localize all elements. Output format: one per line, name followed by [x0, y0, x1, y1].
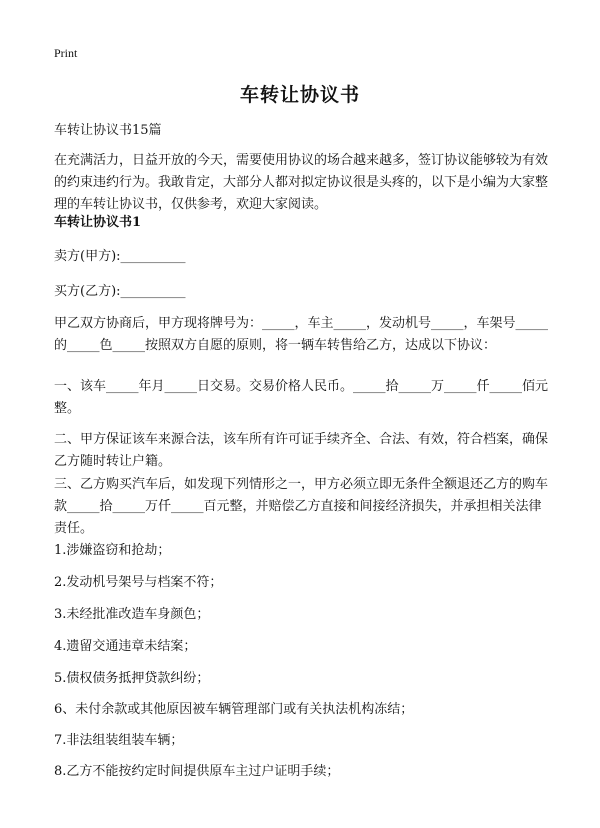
list-item: 6、未付余款或其他原因被车辆管理部门或有关执法机构冻结；: [54, 702, 414, 717]
list-item: 2.发动机号架号与档案不符；: [54, 575, 223, 590]
print-label[interactable]: Print: [54, 46, 78, 60]
buyer-line: 买方(乙方):__________: [54, 284, 186, 299]
list-item: 3.未经批准改造车身颜色；: [54, 607, 210, 622]
clause-1: 一、该车_____年月_____日交易。交易价格人民币。_____拾_____万_____仟_____佰元整。: [54, 379, 549, 416]
document-title: 车转让协议书: [239, 84, 360, 106]
list-item: 7.非法组装组装车辆；: [54, 733, 184, 748]
clause-2: 二、甲方保证该车来源合法，该车所有许可证手续齐全、合法、有效，符合档案，确保乙方随时转让户籍。: [54, 432, 549, 469]
list-item: 1.涉嫌盗窃和抢劫；: [54, 543, 171, 558]
intro-paragraph: 在充满活力，日益开放的今天，需要使用协议的场合越来越多，签订协议能够较为有效的约束违约行为。我敢肯定，大部分人都对拟定协议很是头疼的，以下是小编为大家整理的车转让协议书，仅供参考，欢迎大家阅读。: [54, 153, 549, 212]
list-item: 4.遗留交通违章未结案；: [54, 639, 197, 654]
section-title: 车转让协议书1: [54, 215, 142, 230]
list-item: 8.乙方不能按约定时间提供原车主过户证明手续；: [54, 764, 340, 779]
document-subtitle: 车转让协议书15篇: [54, 123, 162, 138]
agreement-intro-paragraph: 甲乙双方协商后，甲方现将牌号为：_____，车主_____，发动机号_____，车架号_____的_____色_____按照双方自愿的原则，将一辆车转售给乙方，达成以下协议：: [54, 316, 549, 353]
seller-line: 卖方(甲方):__________: [54, 249, 186, 264]
clause-3: 三、乙方购买汽车后，如发现下列情形之一，甲方必须立即无条件全额退还乙方的购车款_____拾_____万仟_____百元整，并赔偿乙方直接和间接经济损失，并承担相关法律责任。: [54, 477, 549, 536]
list-item: 5.债权债务抵押贷款纠纷；: [54, 671, 210, 686]
